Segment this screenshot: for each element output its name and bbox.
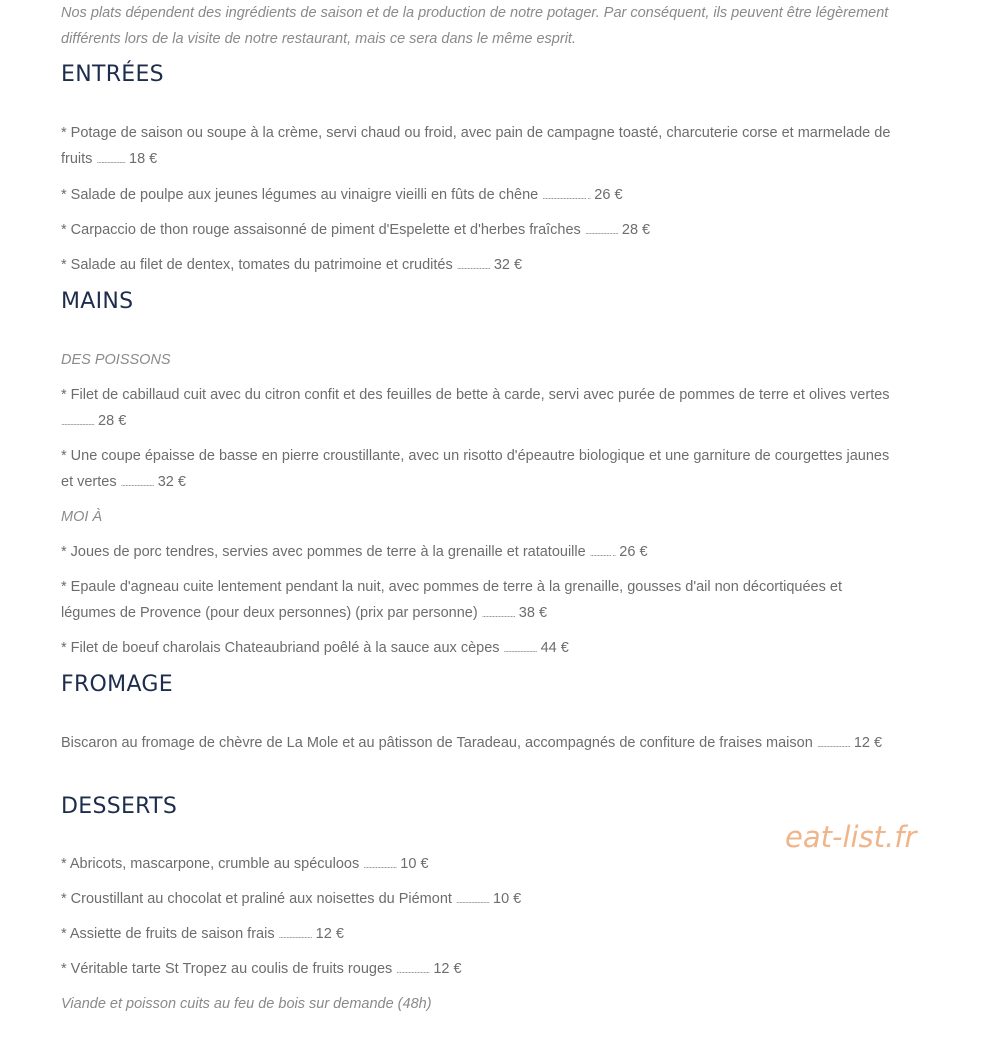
item-price: 18 € bbox=[129, 151, 158, 167]
item-dots: ...................... bbox=[278, 930, 312, 940]
item-price: 32 € bbox=[493, 257, 523, 273]
menu-item bbox=[61, 217, 891, 244]
closing-note: Viande et poisson cuits au feu de bois sur demande (48h) bbox=[61, 996, 432, 1012]
item-text: * Une coupe épaisse de basse en pierre croustillante, avec un risotto d'épeautre biologique et une garniture de courgettes jaunes et vertes bbox=[61, 448, 890, 490]
menu-item bbox=[61, 539, 891, 566]
item-dots: ...................... bbox=[503, 644, 537, 654]
item-price: 32 € bbox=[157, 474, 186, 490]
menu-item bbox=[61, 382, 891, 435]
section-title-mains: MAINS bbox=[61, 289, 134, 314]
item-dots: ...................... bbox=[456, 261, 490, 271]
menu-item bbox=[61, 443, 891, 496]
item-price: 10 € bbox=[400, 856, 429, 872]
section-title-fromage: FROMAGE bbox=[61, 672, 173, 697]
item-price: 28 € bbox=[621, 222, 651, 238]
item-dots: ...................... bbox=[816, 739, 850, 749]
subsection-meat: MOI À bbox=[61, 509, 103, 525]
item-text: * Salade de poulpe aux jeunes légumes au vinaigre vieilli en fûts de chêne bbox=[61, 187, 539, 203]
watermark: eat-list.fr bbox=[785, 820, 917, 854]
item-text: * Abricots, mascarpone, crumble au spéculoos bbox=[61, 856, 360, 872]
item-dots: ...................... bbox=[396, 965, 430, 975]
item-price: 26 € bbox=[619, 544, 648, 560]
menu-item bbox=[61, 851, 891, 878]
section-title-entrees: ENTRÉES bbox=[61, 62, 164, 87]
menu-item bbox=[61, 182, 891, 209]
item-text: * Assiette de fruits de saison frais bbox=[61, 926, 275, 942]
menu-item bbox=[61, 921, 891, 948]
item-dots: ...................... bbox=[61, 417, 95, 427]
menu-item bbox=[61, 886, 891, 913]
item-text: * Carpaccio de thon rouge assaisonné de piment d'Espelette et d'herbes fraîches bbox=[61, 222, 581, 238]
item-text: * Véritable tarte St Tropez au coulis de fruits rouges bbox=[61, 961, 393, 977]
item-text: * Epaule d'agneau cuite lentement pendant la nuit, avec pommes de terre à la grenaille, gousses d'ail non décortiquées et légumes de Provence (pour deux personnes) (prix par personne) bbox=[61, 579, 842, 621]
item-dots: ...................... bbox=[481, 609, 515, 619]
item-price: 12 € bbox=[433, 961, 462, 977]
item-text: * Joues de porc tendres, servies avec pommes de terre à la grenaille et ratatouille bbox=[61, 544, 586, 560]
item-price: 12 € bbox=[853, 735, 883, 751]
section-title-desserts: DESSERTS bbox=[61, 794, 178, 819]
item-price: 28 € bbox=[98, 413, 127, 429]
item-price: 44 € bbox=[540, 640, 569, 656]
item-text: * Filet de boeuf charolais Chateaubriand poêlé à la sauce aux cèpes bbox=[61, 640, 500, 656]
item-text: * Croustillant au chocolat et praliné aux noisettes du Piémont bbox=[61, 891, 452, 907]
item-price: 38 € bbox=[518, 605, 548, 621]
item-text: * Salade au filet de dentex, tomates du patrimoine et crudités bbox=[61, 257, 453, 273]
subsection-fish: DES POISSONS bbox=[61, 352, 171, 368]
menu-item bbox=[61, 956, 891, 983]
intro-text: Nos plats dépendent des ingrédients de saison et de la production de notre potager. Par conséquent, ils peuvent être légèrement différents lors de la visite de notre restaurant, mais ce sera dans le même esprit. bbox=[61, 5, 889, 47]
item-dots: .............. .. bbox=[589, 548, 616, 558]
item-price: 10 € bbox=[493, 891, 522, 907]
menu-item bbox=[61, 120, 891, 173]
item-text: * Filet de cabillaud cuit avec du citron confit et des feuilles de bette à carde, servi avec purée de pommes de terre et olives vertes bbox=[61, 387, 890, 403]
item-dots: ............................. .. bbox=[542, 191, 591, 201]
item-dots: ...................... bbox=[363, 860, 397, 870]
item-dots: ................... bbox=[96, 155, 125, 165]
menu-item bbox=[61, 730, 891, 757]
menu-item bbox=[61, 252, 891, 279]
menu-item bbox=[61, 635, 891, 662]
item-text: Biscaron au fromage de chèvre de La Mole et au pâtisson de Taradeau, accompagnés de confiture de fraises maison bbox=[61, 735, 813, 751]
item-text: * Potage de saison ou soupe à la crème, servi chaud ou froid, avec pain de campagne toasté, charcuterie corse et marmelade de fruits bbox=[61, 125, 891, 167]
menu-item bbox=[61, 574, 891, 627]
item-dots: ...................... bbox=[455, 895, 489, 905]
item-dots: ...................... bbox=[584, 226, 618, 236]
item-dots: ...................... bbox=[120, 478, 154, 488]
item-price: 26 € bbox=[594, 187, 623, 203]
item-price: 12 € bbox=[315, 926, 344, 942]
